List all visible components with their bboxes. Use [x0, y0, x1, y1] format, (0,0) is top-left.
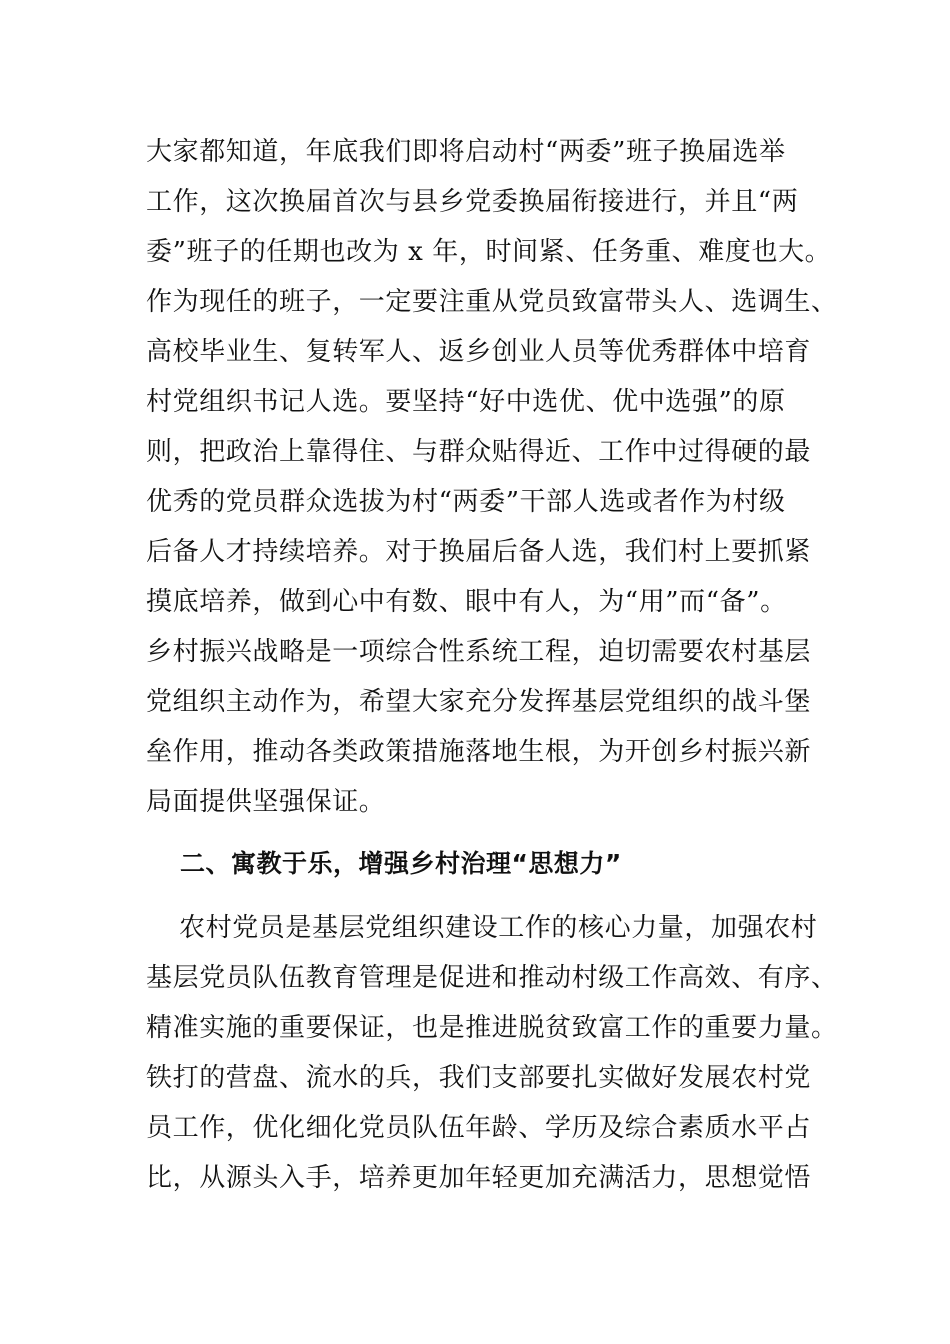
- paragraph-line: 摸底培养，做到心中有数、眼中有人，为“用”而“备”。: [146, 587, 787, 617]
- paragraph-line: 员工作，优化细化党员队伍年龄、学历及综合素质水平占: [146, 1113, 812, 1143]
- paragraph-1: [146, 127, 838, 827]
- paragraph-line: 党组织主动作为，希望大家充分发挥基层党组织的战斗堡: [146, 687, 812, 717]
- section-heading: 二、寓教于乐，增强乡村治理“思想力”: [180, 849, 622, 878]
- paragraph-line: 高校毕业生、复转军人、返乡创业人员等优秀群体中培育: [146, 337, 812, 367]
- paragraph-line: 作为现任的班子，一定要注重从党员致富带头人、选调生、: [146, 287, 838, 317]
- paragraph-line: 精准实施的重要保证，也是推进脱贫致富工作的重要力量。: [146, 1013, 838, 1043]
- paragraph-line: 则，把政治上靠得住、与群众贴得近、工作中过得硬的最: [146, 437, 812, 467]
- paragraph-line: 铁打的营盘、流水的兵，我们支部要扎实做好发展农村党: [146, 1063, 812, 1093]
- paragraph-line: 委”班子的任期也改为 x 年，时间紧、任务重、难度也大。: [146, 237, 832, 267]
- paragraph-2: [146, 903, 838, 1203]
- paragraph-line: 工作，这次换届首次与县乡党委换届衔接进行，并且“两: [146, 187, 799, 217]
- paragraph-line: 农村党员是基层党组织建设工作的核心力量，加强农村: [179, 913, 818, 943]
- paragraph-line: 垒作用，推动各类政策措施落地生根，为开创乡村振兴新: [146, 737, 812, 767]
- paragraph-line: 局面提供坚强保证。: [146, 787, 386, 817]
- paragraph-line: 后备人才持续培养。对于换届后备人选，我们村上要抓紧: [146, 537, 812, 567]
- paragraph-line: 乡村振兴战略是一项综合性系统工程，迫切需要农村基层: [146, 637, 812, 667]
- paragraph-line: 基层党员队伍教育管理是促进和推动村级工作高效、有序、: [146, 963, 838, 993]
- paragraph-line: 比，从源头入手，培养更加年轻更加充满活力，思想觉悟: [146, 1163, 812, 1193]
- paragraph-line: 大家都知道，年底我们即将启动村“两委”班子换届选举: [146, 137, 786, 167]
- paragraph-line: 优秀的党员群众选拔为村“两委”干部人选或者作为村级: [146, 487, 786, 517]
- paragraph-line: 村党组织书记人选。要坚持“好中选优、优中选强”的原: [146, 387, 786, 417]
